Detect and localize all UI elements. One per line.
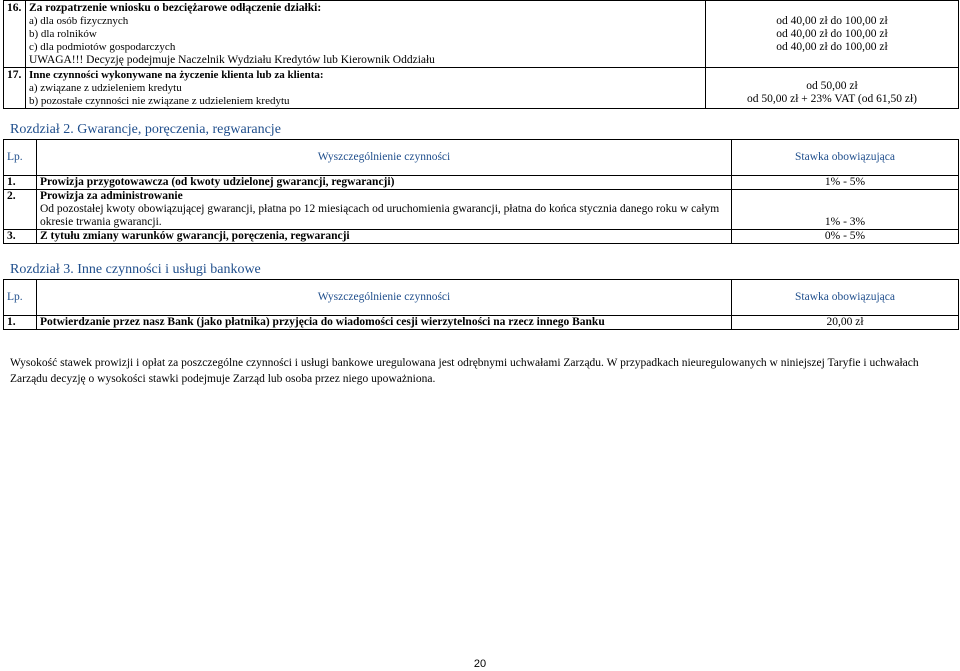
rate-value: od 40,00 zł do 100,00 zł bbox=[776, 15, 888, 27]
row-rate bbox=[706, 1, 959, 68]
row-number: 16. bbox=[4, 1, 26, 68]
list-item: b) dla rolników bbox=[29, 28, 97, 40]
list-item: c) dla podmiotów gospodarczych bbox=[29, 41, 176, 53]
column-header-rate: Stawka obowiązująca bbox=[732, 280, 959, 316]
row-title: Za rozpatrzenie wniosku o bezciężarowe odłączenie działki: bbox=[29, 2, 322, 14]
column-header-lp: Lp. bbox=[4, 280, 37, 316]
column-header-description: Wyszczególnienie czynności bbox=[37, 280, 732, 316]
row-number: 17. bbox=[4, 68, 26, 109]
rate-value: od 50,00 zł + 23% VAT (od 61,50 zł) bbox=[746, 93, 918, 105]
column-header-lp: Lp. bbox=[4, 140, 37, 176]
list-item: a) dla osób fizycznych bbox=[29, 15, 129, 27]
column-header-rate: Stawka obowiązująca bbox=[732, 140, 959, 176]
list-item: b) pozostałe czynności nie związane z udzieleniem kredytu bbox=[29, 95, 290, 107]
table-row bbox=[4, 190, 959, 230]
row-title: Prowizja przygotowawcza (od kwoty udzielonej gwarancji, regwarancji) bbox=[37, 176, 732, 190]
table-row bbox=[4, 230, 959, 244]
row-title: Prowizja za administrowanie bbox=[40, 190, 183, 202]
page-number: 20 bbox=[473, 658, 487, 670]
footnote-paragraph: Wysokość stawek prowizji i opłat za poszczególne czynności i usługi bankowe uregulowana jest odrębnymi uchwałami Zarządu. W przypadkach nieuregulowanych w niniejszej Taryfie i uchwałach Zarządu decyzję o wysokości stawki podejmuje Zarząd lub osoba przez niego upoważniona. bbox=[10, 357, 919, 385]
rate-value: od 50,00 zł bbox=[806, 80, 858, 92]
table-row bbox=[4, 68, 959, 109]
column-header-description: Wyszczególnienie czynności bbox=[37, 140, 732, 176]
row-description bbox=[26, 1, 706, 68]
row-description bbox=[37, 190, 732, 230]
section-heading: Rozdział 2. Gwarancje, poręczenia, regwarancje bbox=[10, 122, 281, 137]
fees-table-continued bbox=[3, 0, 959, 109]
row-rate bbox=[706, 68, 959, 109]
row-rate: 20,00 zł bbox=[732, 316, 959, 330]
row-rate: 0% - 5% bbox=[732, 230, 959, 244]
row-title: Potwierdzanie przez nasz Bank (jako płatnika) przyjęcia do wiadomości cesji wierzytelności na rzecz innego Banku bbox=[37, 316, 732, 330]
other-services-table bbox=[3, 279, 959, 330]
row-description bbox=[26, 68, 706, 109]
rate-value: od 40,00 zł do 100,00 zł bbox=[776, 28, 888, 40]
rate-value: od 40,00 zł do 100,00 zł bbox=[776, 41, 888, 53]
table-row bbox=[4, 1, 959, 68]
row-number: 1. bbox=[4, 316, 37, 330]
row-rate: 1% - 5% bbox=[732, 176, 959, 190]
table-header-row bbox=[4, 280, 959, 316]
row-title: Inne czynności wykonywane na życzenie klienta lub za klienta: bbox=[29, 69, 324, 81]
row-number: 3. bbox=[4, 230, 37, 244]
list-item: a) związane z udzieleniem kredytu bbox=[29, 82, 182, 94]
table-header-row bbox=[4, 140, 959, 176]
guarantees-table bbox=[3, 139, 959, 244]
row-number: 1. bbox=[4, 176, 37, 190]
table-row bbox=[4, 176, 959, 190]
table-row bbox=[4, 316, 959, 330]
row-detail: Od pozostałej kwoty obowiązującej gwarancji, płatna po 12 miesiącach od uruchomienia gwarancji, płatna do końca stycznia danego roku w całym okresie trwania gwarancji. bbox=[40, 203, 720, 228]
row-title: Z tytułu zmiany warunków gwarancji, poręczenia, regwarancji bbox=[37, 230, 732, 244]
row-note: UWAGA!!! Decyzję podejmuje Naczelnik Wydziału Kredytów lub Kierownik Oddziału bbox=[29, 54, 435, 66]
rate-value: 1% - 3% bbox=[824, 216, 866, 228]
row-rate bbox=[732, 190, 959, 230]
row-number: 2. bbox=[4, 190, 37, 230]
section-heading: Rozdział 3. Inne czynności i usługi bankowe bbox=[10, 262, 261, 277]
